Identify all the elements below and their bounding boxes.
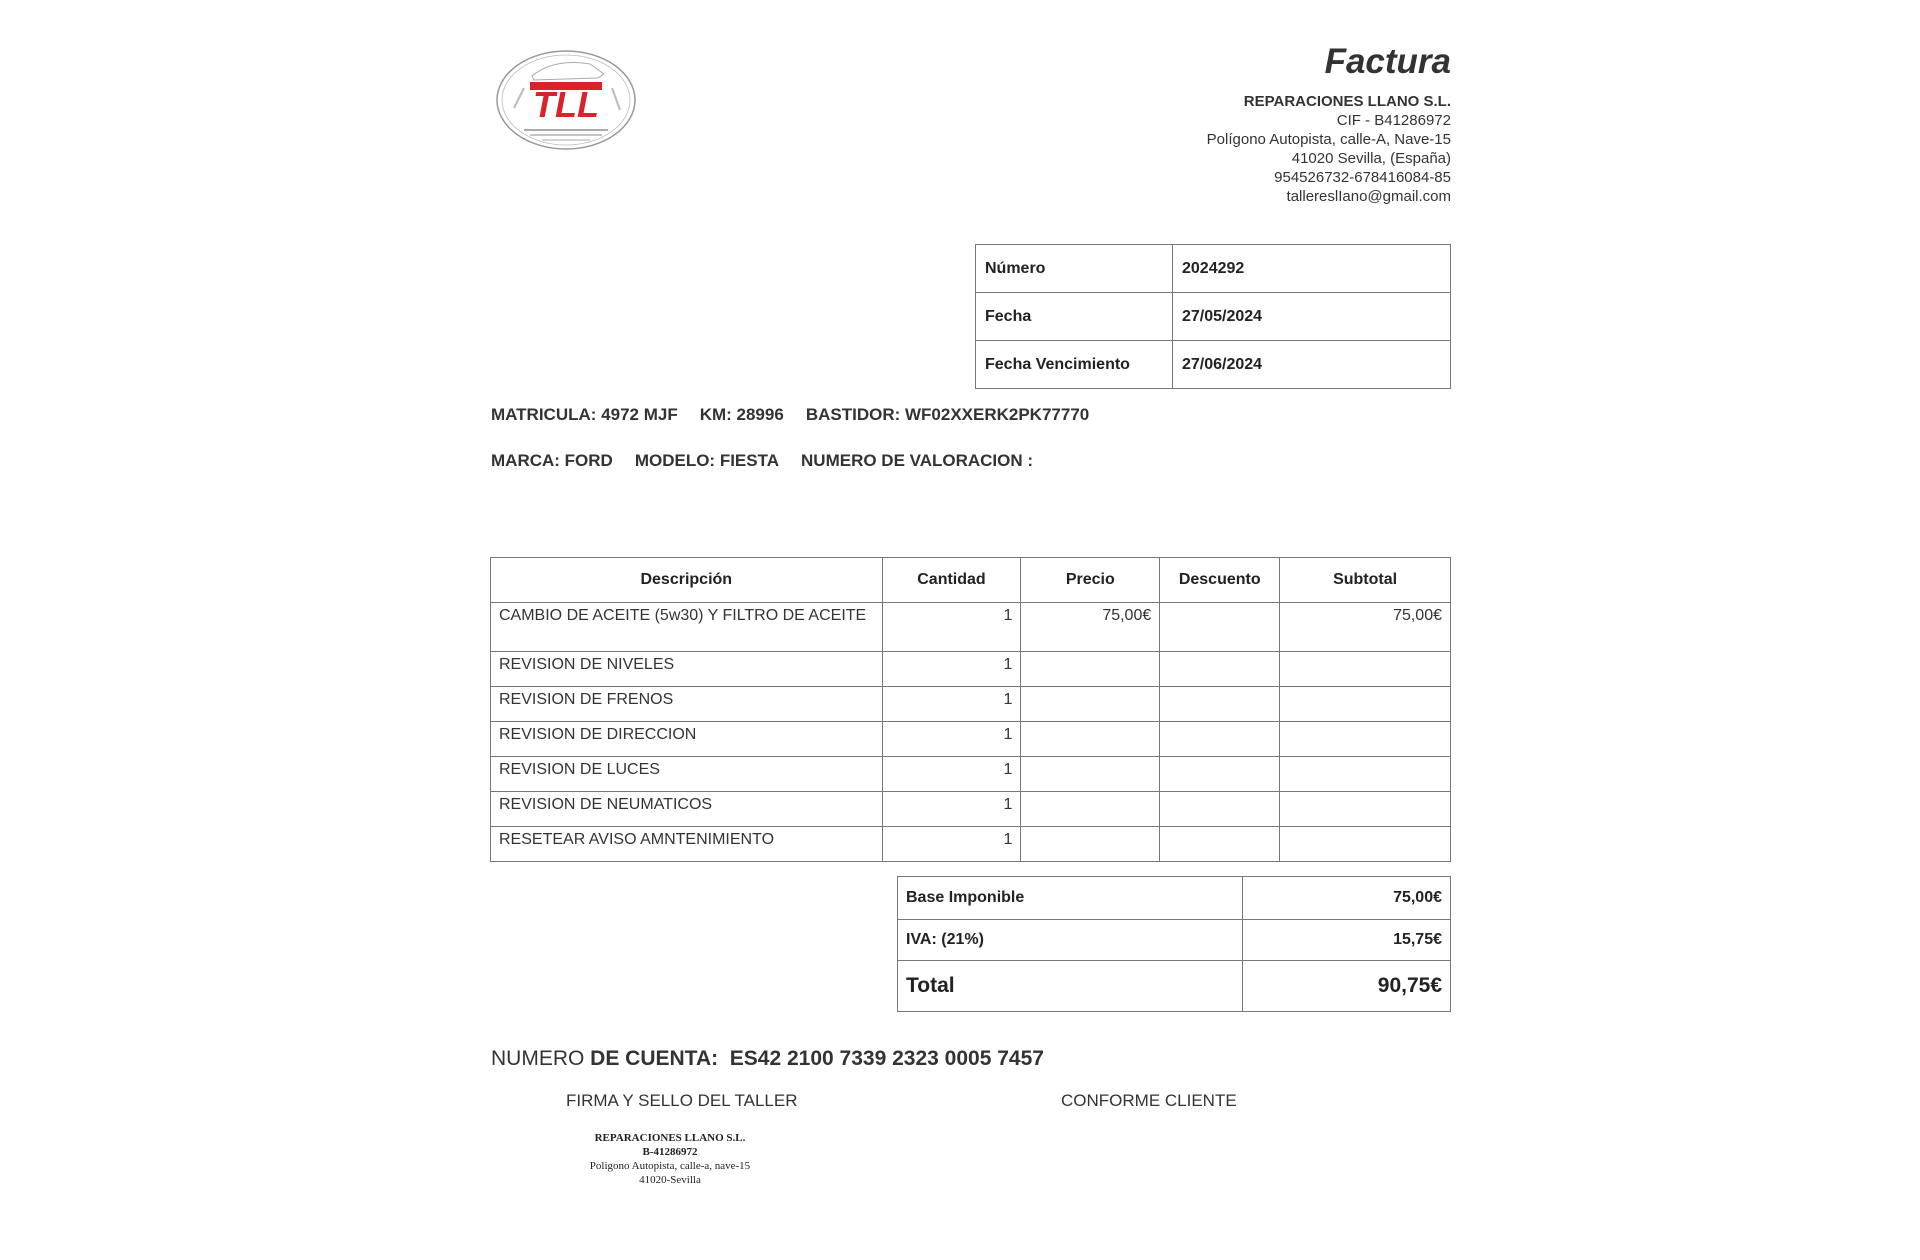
items-table bbox=[490, 557, 1451, 862]
table-row bbox=[491, 687, 1451, 722]
vat-label: IVA: (21%) bbox=[898, 920, 1243, 961]
account-label: DE CUENTA: bbox=[590, 1047, 719, 1070]
company-stamp bbox=[560, 1131, 780, 1187]
totals-row bbox=[898, 920, 1451, 961]
item-subtotal bbox=[1280, 722, 1451, 757]
item-quantity: 1 bbox=[882, 792, 1021, 827]
column-header-price: Precio bbox=[1021, 558, 1160, 603]
totals-table bbox=[897, 876, 1451, 1012]
bank-account bbox=[491, 1047, 1044, 1071]
vat-value: 15,75€ bbox=[1243, 920, 1451, 961]
account-iban: ES42 2100 7339 2323 0005 7457 bbox=[729, 1047, 1044, 1070]
item-subtotal bbox=[1280, 827, 1451, 862]
item-quantity: 1 bbox=[882, 722, 1021, 757]
invoice-date: 27/05/2024 bbox=[1173, 293, 1451, 341]
column-header-quantity: Cantidad bbox=[882, 558, 1021, 603]
item-discount bbox=[1160, 827, 1280, 862]
total-value: 90,75€ bbox=[1243, 961, 1451, 1012]
invoice-number: 2024292 bbox=[1173, 245, 1451, 293]
meta-row bbox=[976, 245, 1451, 293]
item-subtotal: 75,00€ bbox=[1280, 603, 1451, 652]
item-discount bbox=[1160, 722, 1280, 757]
meta-row bbox=[976, 293, 1451, 341]
vehicle-vin: BASTIDOR: WF02XXERK2PK77770 bbox=[805, 405, 1090, 424]
item-subtotal bbox=[1280, 792, 1451, 827]
stamp-company-name: REPARACIONES LLANO S.L. bbox=[594, 1132, 746, 1144]
item-description: REVISION DE NEUMATICOS bbox=[491, 792, 883, 827]
item-description: CAMBIO DE ACEITE (5w30) Y FILTRO DE ACEITE bbox=[491, 603, 883, 652]
table-row bbox=[491, 757, 1451, 792]
company-info bbox=[1207, 92, 1451, 206]
item-quantity: 1 bbox=[882, 687, 1021, 722]
account-prefix: NUMERO bbox=[491, 1047, 591, 1070]
item-price bbox=[1021, 757, 1160, 792]
company-cif: CIF - B41286972 bbox=[1336, 112, 1451, 129]
company-name: REPARACIONES LLANO S.L. bbox=[1243, 93, 1451, 110]
column-header-discount: Descuento bbox=[1160, 558, 1280, 603]
item-description: REVISION DE LUCES bbox=[491, 757, 883, 792]
item-price bbox=[1021, 687, 1160, 722]
totals-row bbox=[898, 961, 1451, 1012]
vehicle-plate: MATRICULA: 4972 MJF bbox=[491, 405, 678, 424]
svg-text:TLL: TLL bbox=[533, 84, 599, 125]
item-description: REVISION DE DIRECCION bbox=[491, 722, 883, 757]
base-label: Base Imponible bbox=[898, 877, 1243, 920]
table-row bbox=[491, 603, 1451, 652]
meta-label: Número bbox=[976, 245, 1173, 293]
item-discount bbox=[1160, 603, 1280, 652]
invoice-due-date: 27/06/2024 bbox=[1173, 341, 1451, 389]
item-subtotal bbox=[1280, 757, 1451, 792]
item-quantity: 1 bbox=[882, 757, 1021, 792]
item-discount bbox=[1160, 687, 1280, 722]
item-quantity: 1 bbox=[882, 827, 1021, 862]
item-discount bbox=[1160, 792, 1280, 827]
totals-row bbox=[898, 877, 1451, 920]
company-phones: 954526732-678416084-85 bbox=[1274, 169, 1451, 186]
vehicle-line-1 bbox=[491, 405, 1089, 425]
company-address: Polígono Autopista, calle-A, Nave-15 bbox=[1206, 131, 1451, 148]
column-header-subtotal: Subtotal bbox=[1280, 558, 1451, 603]
meta-row bbox=[976, 341, 1451, 389]
item-quantity: 1 bbox=[882, 603, 1021, 652]
meta-label: Fecha Vencimiento bbox=[976, 341, 1173, 389]
base-value: 75,00€ bbox=[1243, 877, 1451, 920]
item-description: REVISION DE FRENOS bbox=[491, 687, 883, 722]
item-price bbox=[1021, 722, 1160, 757]
table-row bbox=[491, 827, 1451, 862]
total-label: Total bbox=[898, 961, 1243, 1012]
table-row bbox=[491, 792, 1451, 827]
workshop-signature-label: FIRMA Y SELLO DEL TALLER bbox=[566, 1091, 798, 1110]
vehicle-model: MODELO: FIESTA bbox=[634, 451, 780, 470]
invoice-meta-table bbox=[975, 244, 1451, 389]
item-price bbox=[1021, 827, 1160, 862]
valuation-number: NUMERO DE VALORACION : bbox=[801, 451, 1034, 470]
items-header-row bbox=[491, 558, 1451, 603]
vehicle-km: KM: 28996 bbox=[699, 405, 784, 424]
item-price bbox=[1021, 652, 1160, 687]
item-quantity: 1 bbox=[882, 652, 1021, 687]
item-description: RESETEAR AVISO AMNTENIMIENTO bbox=[491, 827, 883, 862]
company-city: 41020 Sevilla, (España) bbox=[1291, 150, 1451, 167]
company-logo bbox=[494, 48, 638, 152]
item-discount bbox=[1160, 757, 1280, 792]
item-discount bbox=[1160, 652, 1280, 687]
vehicle-line-2 bbox=[491, 451, 1033, 471]
stamp-address: Poligono Autopista, calle-a, nave-15 bbox=[589, 1160, 751, 1172]
table-row bbox=[491, 652, 1451, 687]
stamp-city: 41020-Sevilla bbox=[639, 1174, 701, 1186]
client-signature-label: CONFORME CLIENTE bbox=[1061, 1091, 1237, 1110]
table-row bbox=[491, 722, 1451, 757]
company-email: tallereslIano@gmail.com bbox=[1286, 188, 1451, 205]
item-description: REVISION DE NIVELES bbox=[491, 652, 883, 687]
item-subtotal bbox=[1280, 687, 1451, 722]
item-subtotal bbox=[1280, 652, 1451, 687]
column-header-description: Descripción bbox=[491, 558, 883, 603]
item-price: 75,00€ bbox=[1021, 603, 1160, 652]
stamp-cif: B-41286972 bbox=[642, 1146, 698, 1158]
invoice-title: Factura bbox=[1324, 42, 1451, 81]
vehicle-make: MARCA: FORD bbox=[491, 451, 613, 470]
meta-label: Fecha bbox=[976, 293, 1173, 341]
item-price bbox=[1021, 792, 1160, 827]
